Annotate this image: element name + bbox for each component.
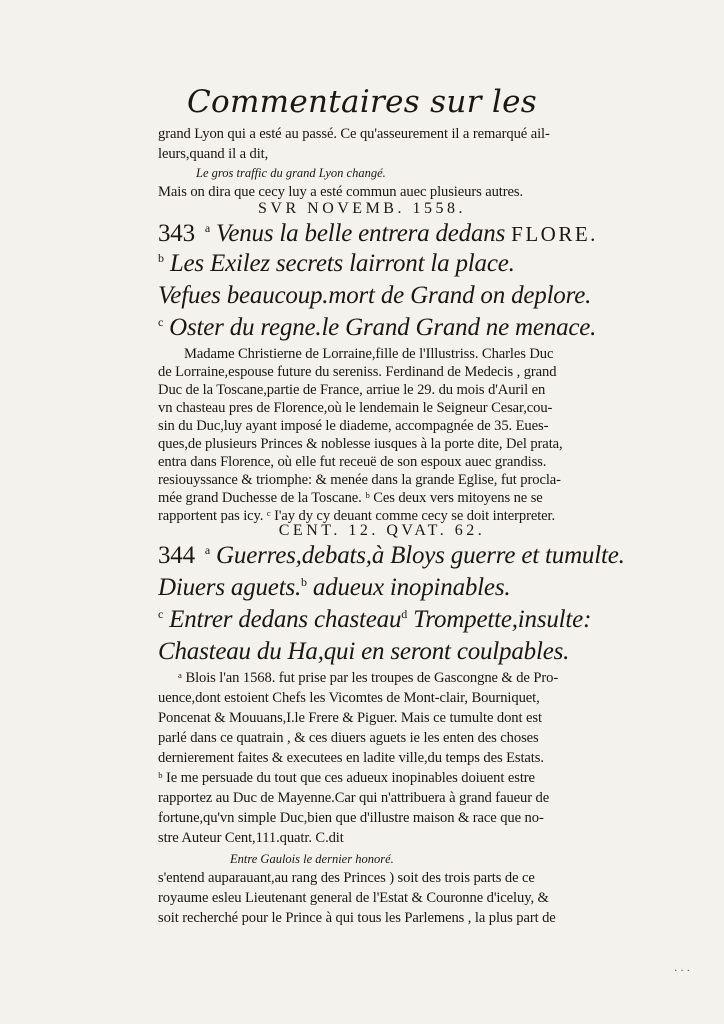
- note-mark: c: [158, 314, 164, 329]
- note-mark: a: [204, 542, 211, 557]
- section-heading: CENT. 12. QVAT. 62.: [278, 522, 486, 539]
- quatrain-343-line-1: [158, 220, 632, 248]
- commentary-line: entra dans Florence, où elle fut receuë de son espoux auec grandiss.: [158, 454, 547, 470]
- verse-text: Entrer dedans chasteau: [169, 606, 402, 633]
- quatrain-number: 344: [158, 542, 195, 569]
- body-line: grand Lyon qui a esté au passé. Ce qu'asseurement il a remarqué ail-: [158, 126, 550, 142]
- commentary-line: ᵇ Ie me persuade du tout que ces adueux inopinables doiuent estre: [158, 770, 535, 786]
- quatrain-number: 343: [158, 220, 195, 247]
- body-line: leurs,quand il a dit,: [158, 146, 269, 162]
- commentary-line: rapportez au Duc de Mayenne.Car qui n'attribuera à grand faueur de: [158, 790, 550, 806]
- commentary-line: Duc de la Toscane,partie de France, arriue le 29. du mois d'Auril en: [158, 382, 546, 398]
- commentary-line: mée grand Duchesse de la Toscane. ᵇ Ces deux vers mitoyens ne se: [158, 490, 543, 506]
- commentary-line: dernierement faites & executees en ladite ville,du temps des Estats.: [158, 750, 544, 766]
- commentary-line: ᵃ Blois l'an 1568. fut prise par les troupes de Gascongne & de Pro-: [178, 670, 559, 686]
- body-line: Mais on dira que cecy luy a esté commun auec plusieurs autres.: [158, 184, 524, 200]
- commentary-line: Poncenat & Mouuans,I.le Frere & Piguer. Mais ce tumulte dont est: [158, 710, 542, 726]
- verse-text: Les Exilez secrets lairront la place.: [169, 250, 515, 277]
- note-mark: d: [401, 606, 408, 621]
- note-mark: b: [301, 574, 307, 589]
- commentary-line: fortune,qu'vn simple Duc,bien que d'illustre maison & race que no-: [158, 810, 544, 826]
- verse-caps: FLORE.: [511, 222, 598, 246]
- commentary-line: stre Auteur Cent,111.quatr. C.dit: [158, 830, 344, 846]
- quatrain-344-line-2: [158, 574, 632, 602]
- quatrain-344-line-3: [158, 606, 632, 634]
- note-mark: b: [158, 250, 164, 265]
- commentary-line: sin du Duc,luy ayant imposé le diademe, accompagnée de 35. Eues-: [158, 418, 549, 434]
- quatrain-344-line-4: Chasteau du Ha,qui en seront coulpables.: [158, 638, 570, 665]
- verse-text: Guerres,debats,à Bloys guerre et tumulte.: [216, 542, 625, 569]
- citation-line: Entre Gaulois le dernier honoré.: [230, 852, 394, 866]
- commentary-line: resiouyssance & triomphe: & menée dans la grande Eglise, fut procla-: [158, 472, 561, 488]
- corner-mark: · · ·: [674, 966, 690, 977]
- section-heading: SVR NOVEMB. 1558.: [258, 200, 466, 217]
- commentary-line: Madame Christierne de Lorraine,fille de l'Illustriss. Charles Duc: [184, 346, 554, 362]
- commentary-line: vn chasteau pres de Florence,où le lendemain le Seigneur Cesar,cou-: [158, 400, 553, 416]
- commentary-line: royaume esleu Lieutenant general de l'Estat & Couronne d'iceluy, &: [158, 890, 549, 906]
- verse-text: Diuers aguets.: [158, 574, 302, 601]
- commentary-line: rapportent pas icy. ᶜ I'ay dy cy deuant comme cecy se doit interpreter.: [158, 508, 556, 524]
- commentary-line: uence,dont estoient Chefs les Vicomtes de Mont-clair, Bourniquet,: [158, 690, 540, 706]
- quatrain-343-line-3: Vefues beaucoup.mort de Grand on deplore.: [158, 282, 592, 309]
- verse-text: adueux inopinables.: [312, 574, 511, 601]
- note-mark: a: [204, 220, 211, 235]
- commentary-line: soit recherché pour le Prince à qui tous les Parlemens , la plus part de: [158, 910, 556, 926]
- citation-line: Le gros traffic du grand Lyon changé.: [196, 166, 386, 180]
- commentary-line: ques,de plusieurs Princes & noblesse iusques à la porte dite, Del prata,: [158, 436, 563, 452]
- quatrain-343-line-4: [158, 314, 632, 342]
- commentary-line: de Lorraine,espouse future du sereniss. Ferdinand de Medecis , grand: [158, 364, 557, 380]
- commentary-line: s'entend auparauant,au rang des Princes ) soit des trois parts de ce: [158, 870, 535, 886]
- verse-text: Venus la belle entrera dedans: [216, 220, 506, 247]
- verse-text: Oster du regne.le Grand Grand ne menace.: [169, 314, 597, 341]
- verse-text: Trompette,insulte:: [413, 606, 592, 633]
- quatrain-344-line-1: [158, 542, 632, 570]
- running-head: Commentaires sur les: [187, 84, 537, 120]
- note-mark: c: [158, 606, 164, 621]
- commentary-line: parlé dans ce quatrain , & ces diuers aguets ie les enten des choses: [158, 730, 539, 746]
- quatrain-343-line-2: [158, 250, 632, 278]
